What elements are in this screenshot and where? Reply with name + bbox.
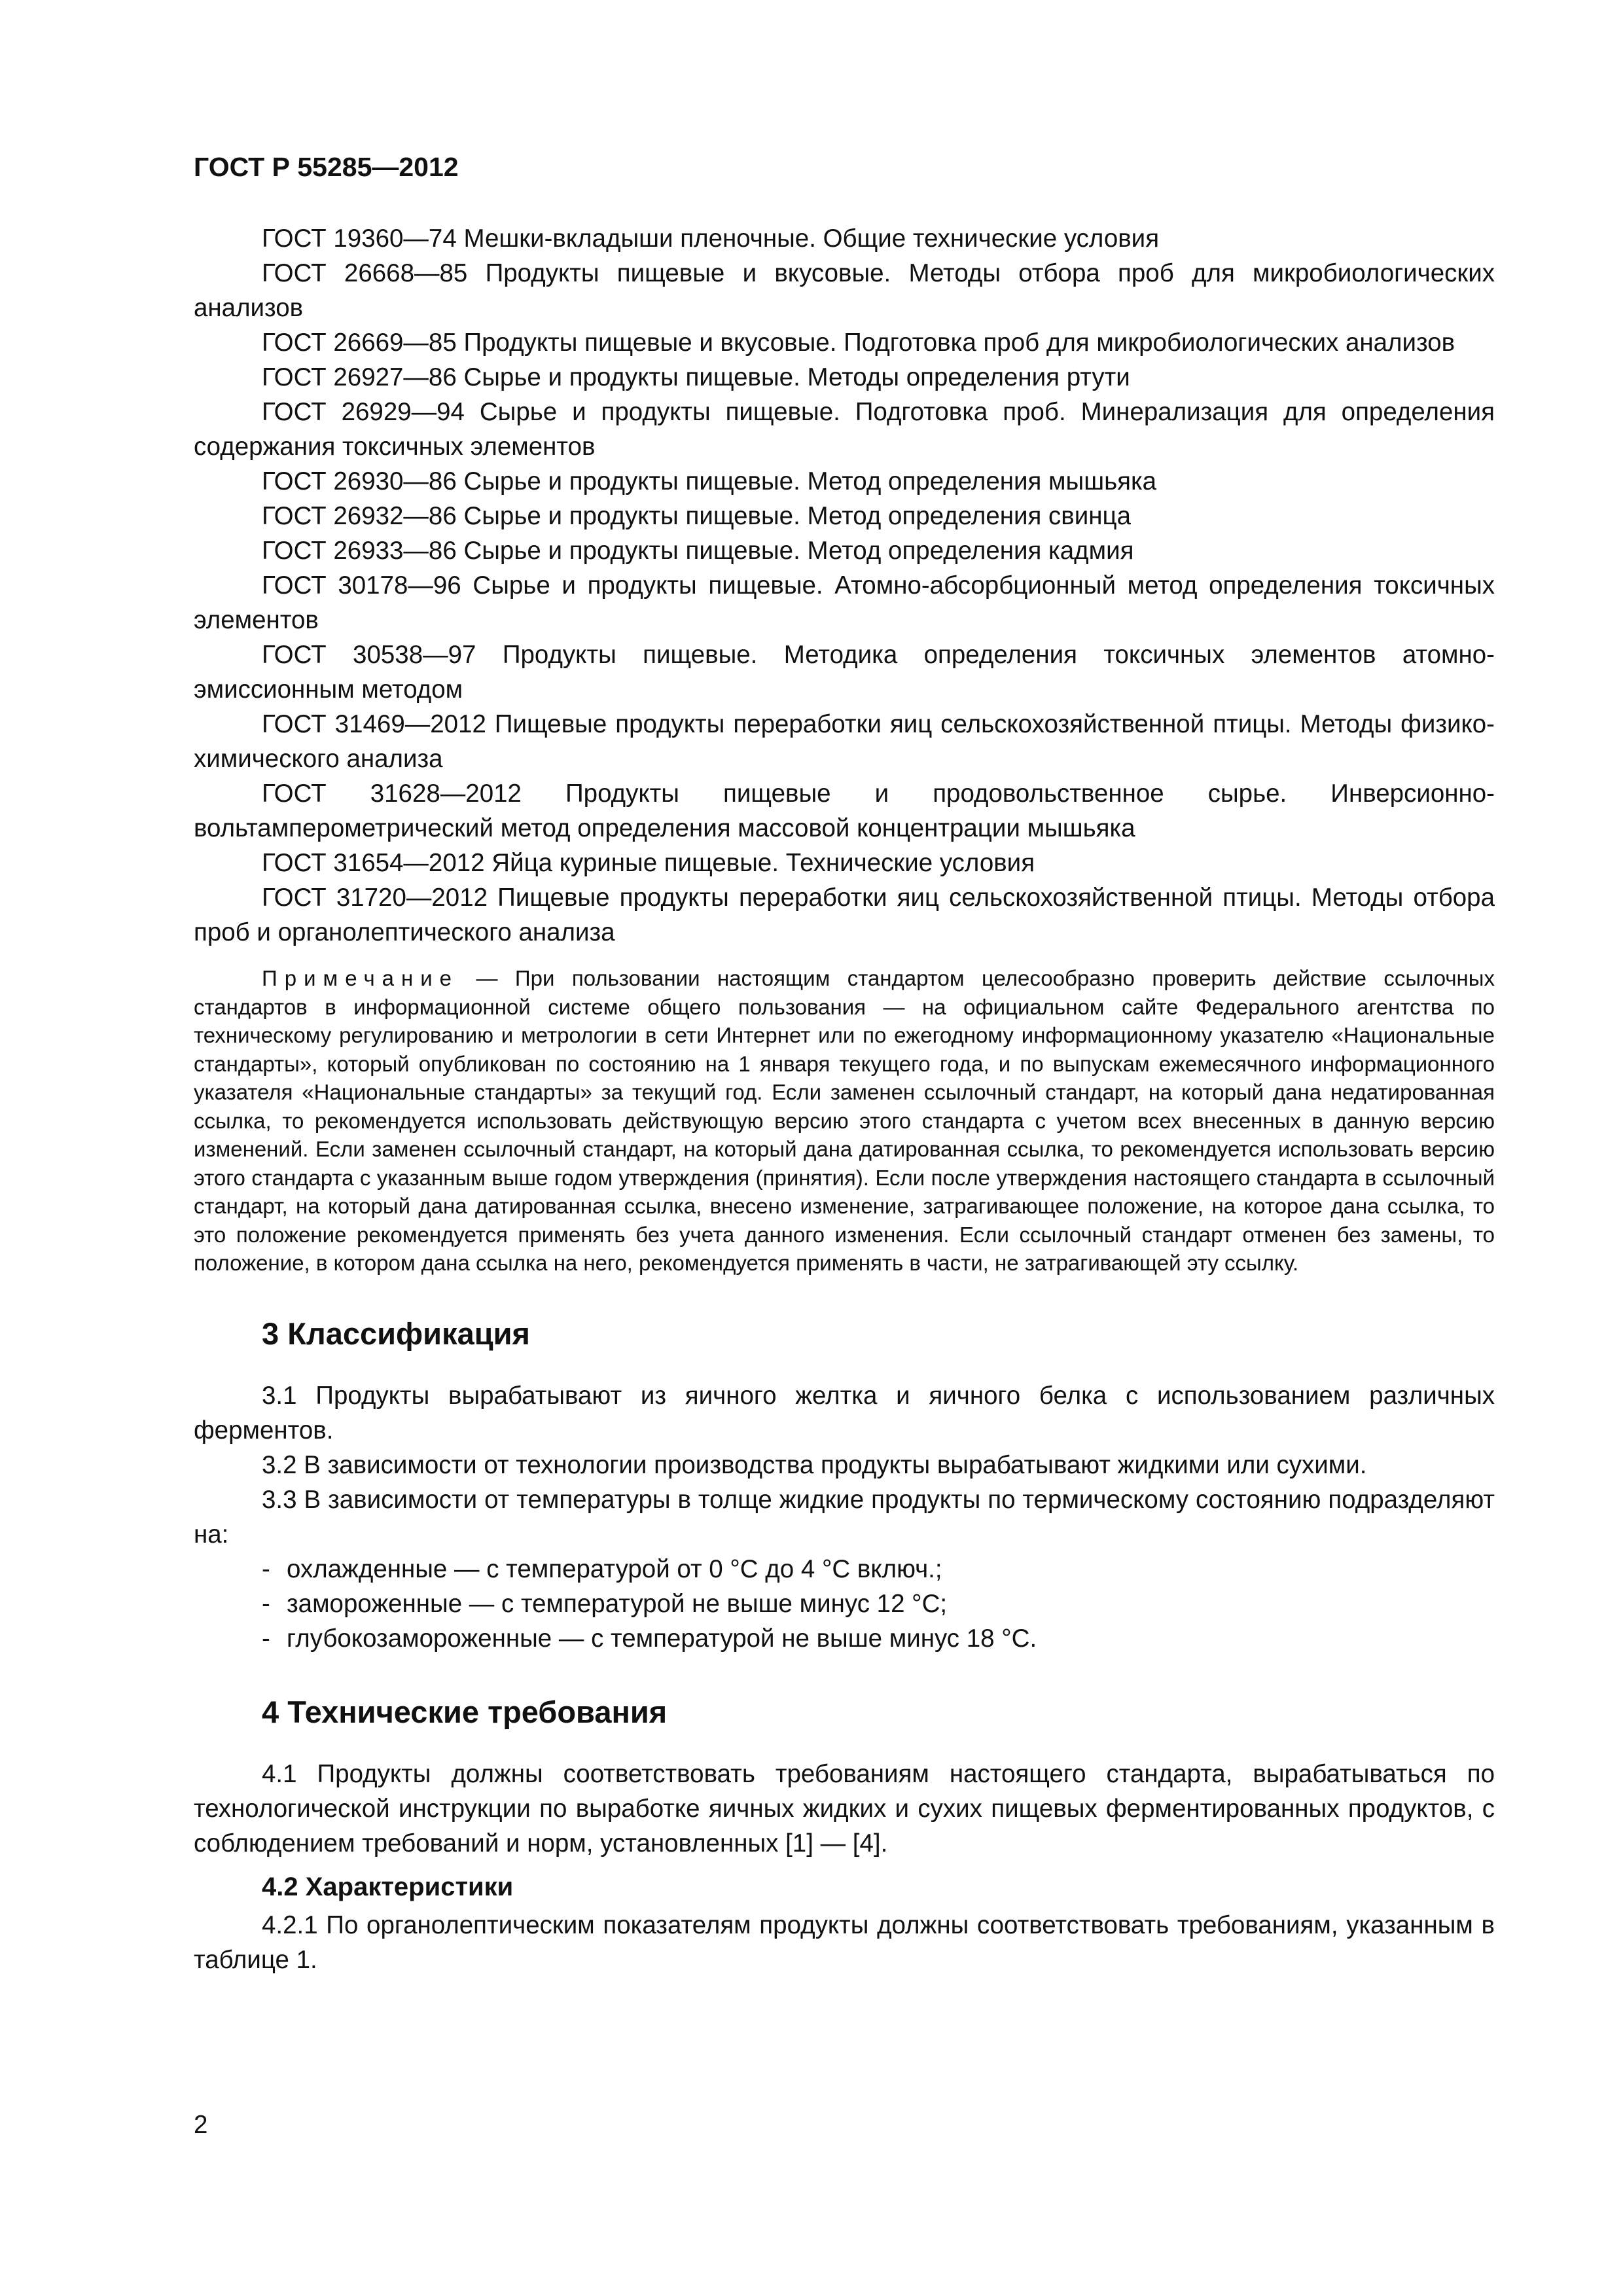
reference-item: ГОСТ 31654—2012 Яйца куриные пищевые. Технические условия [262,849,1035,877]
section-3-paragraph-2: 3.2 В зависимости от технологии производства продукты вырабатывают жидкими или сухими. [262,1450,1367,1479]
note-text: — При пользовании настоящим стандартом целесообразно проверить действие ссылочных стандартов в информационной системе общего пользования — на официальном сайте Федерального агентства по техническому регулированию и метрологии в сети Интернет или по ежегодному информационному указателю «Национальные стандарты», который опубликован по состоянию на 1 января текущего года, и по выпускам ежемесячного информационного указателя «Национальные стандарты» за текущий год. Если заменен ссылочный стандарт, на который дана недатированная ссылка, то рекомендуется использовать действующую версию этого стандарта с учетом всех внесенных в данную версию изменений. Если заменен ссылочный стандарт, на который дана датированная ссылка, то рекомендуется использовать версию этого стандарта с указанным выше годом утверждения (принятия). Если после утверждения настоящего стандарта в ссылочный стандарт, на который дана датированная ссылка, внесено изменение, затрагивающее положение, на которое дана ссылка, то это положение рекомендуется применять без учета данного изменения. Если ссылочный стандарт отменен без замены, то положение, в котором дана ссылка на него, рекомендуется применять в части, не затрагивающей эту ссылку. [194,966,1495,1275]
list-item: - замороженные — с температурой не выше минус 12 °С; [194,1587,1495,1621]
reference-item: ГОСТ 30538—97 Продукты пищевые. Методика определения токсичных элементов атомно-эмиссионным методом [194,641,1495,704]
section-3-paragraph-1: 3.1 Продукты вырабатывают из яичного желтка и яичного белка с использованием различных ферментов. [194,1381,1495,1444]
normative-references-list [194,221,1495,950]
reference-item: ГОСТ 26930—86 Сырье и продукты пищевые. Метод определения мышьяка [262,467,1157,495]
list-item: - охлажденные — с температурой от 0 °С до 4 °С включ.; [194,1552,1495,1587]
dash-bullet: - [262,1624,270,1653]
page-number: 2 [194,2111,208,2139]
note-paragraph [194,964,1495,1278]
reference-item: ГОСТ 26929—94 Сырье и продукты пищевые. Подготовка проб. Минерализация для определения содержания токсичных элементов [194,398,1495,461]
reference-item: ГОСТ 30178—96 Сырье и продукты пищевые. Атомно-абсорбционный метод определения токсичных элементов [194,571,1495,634]
list-item: - глубокозамороженные — с температурой не выше минус 18 °С. [194,1621,1495,1656]
reference-item: ГОСТ 31469—2012 Пищевые продукты переработки яиц сельскохозяйственной птицы. Методы физико-химического анализа [194,710,1495,773]
section-4-2-1-paragraph: 4.2.1 По органолептическим показателям продукты должны соответствовать требованиям, указанным в таблице 1. [194,1910,1495,1974]
note-label: Примечание [262,966,459,990]
reference-item: ГОСТ 31720—2012 Пищевые продукты переработки яиц сельскохозяйственной птицы. Методы отбора проб и органолептического анализа [194,884,1495,946]
reference-item: ГОСТ 26933—86 Сырье и продукты пищевые. Метод определения кадмия [262,537,1134,565]
reference-item: ГОСТ 26932—86 Сырье и продукты пищевые. Метод определения свинца [262,502,1131,530]
reference-item: ГОСТ 26927—86 Сырье и продукты пищевые. Методы определения ртути [262,363,1130,391]
section-3-title: 3 Классификация [262,1316,530,1351]
reference-item: ГОСТ 26669—85 Продукты пищевые и вкусовые. Подготовка проб для микробиологических анализов [262,329,1455,357]
document-page [194,151,1495,1977]
section-3-paragraph-3: 3.3 В зависимости от температуры в толще жидкие продукты по термическому состоянию подразделяют на: [194,1485,1495,1549]
dash-bullet: - [262,1554,270,1583]
reference-item: ГОСТ 26668—85 Продукты пищевые и вкусовые. Методы отбора проб для микробиологических анализов [194,259,1495,322]
section-4-paragraph-1: 4.1 Продукты должны соответствовать требованиям настоящего стандарта, вырабатываться по технологической инструкции по выработке яичных жидких и сухих пищевых ферментированных продуктов, с соблюдением требований и норм, установленных [1] — [4]. [194,1759,1495,1857]
document-code-header: ГОСТ Р 55285—2012 [194,152,459,182]
section-4-title: 4 Технические требования [262,1694,668,1729]
subsection-4-2-title: 4.2 Характеристики [262,1872,514,1901]
reference-item: ГОСТ 31628—2012 Продукты пищевые и продовольственное сырье. Инверсионно-вольтамперометрический метод определения массовой концентрации мышьяка [194,780,1495,842]
reference-item: ГОСТ 19360—74 Мешки-вкладыши пленочные. Общие технические условия [262,224,1160,253]
dash-bullet: - [262,1589,270,1618]
thermal-state-list [194,1552,1495,1656]
